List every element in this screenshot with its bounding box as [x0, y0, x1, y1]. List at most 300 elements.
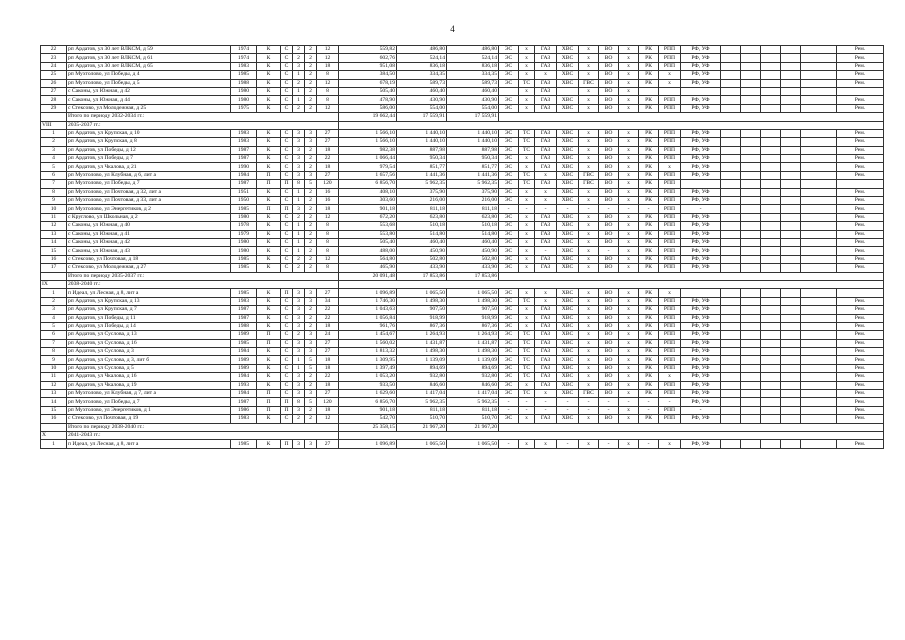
cell-u8: РК	[639, 356, 659, 364]
cell-roof: С	[281, 171, 293, 179]
cell-address: рп Мухтолово, ул Энергетиков, д 1	[67, 406, 231, 414]
cell-sum: 811,18	[447, 205, 499, 213]
cell-note: Рем.	[837, 314, 884, 322]
cell-u7: х	[619, 197, 639, 205]
cell-empty	[741, 306, 761, 314]
cell-u4: ХВС	[557, 129, 579, 137]
table-row	[41, 163, 884, 171]
cell-u5: ГВС	[579, 171, 599, 179]
cell-empty	[801, 398, 837, 406]
cell-note: Рем.	[837, 188, 884, 196]
cell-u10: РФ, УФ	[681, 188, 721, 196]
cell-empty	[801, 62, 837, 70]
cell-u4: ХВС	[557, 138, 579, 146]
cell-apt: 27	[317, 348, 339, 356]
cell-cost: 510,70	[397, 415, 447, 423]
cell-u9: РПП	[659, 406, 681, 414]
cell-u9: х	[659, 373, 681, 381]
cell-n: 9	[41, 197, 67, 205]
cell-u11	[721, 188, 741, 196]
cell-u3: ГАЗ	[535, 364, 557, 372]
cell-u2: х	[519, 306, 535, 314]
cell-wall: К	[257, 197, 281, 205]
cell-empty	[801, 71, 837, 79]
cell-roof: С	[281, 62, 293, 70]
table-row	[41, 255, 884, 263]
cell-u2: х	[519, 104, 535, 112]
cell-empty	[781, 364, 801, 372]
cell-area: 1 053,20	[339, 373, 397, 381]
cell-cost: 433,90	[397, 264, 447, 272]
cell-u9: РПП	[659, 314, 681, 322]
cell-empty	[761, 297, 781, 305]
total-area: 19 662,44	[339, 113, 397, 121]
cell-wall: К	[257, 306, 281, 314]
cell-u6: ВО	[599, 222, 619, 230]
cell-u6: ВО	[599, 104, 619, 112]
cell-u4: ХВС	[557, 390, 579, 398]
cell-address: рп Ардатов, ул Крупская, д 7	[67, 306, 231, 314]
cell-u10: РФ, УФ	[681, 71, 721, 79]
cell-u3: х	[535, 289, 557, 297]
cell-area: 586,00	[339, 104, 397, 112]
cell-roof: П	[281, 398, 293, 406]
cell-note: Рем.	[837, 238, 884, 246]
cell-u6: ВО	[599, 62, 619, 70]
table-row	[41, 247, 884, 255]
cell-n: 13	[41, 230, 67, 238]
cell-empty	[499, 113, 884, 121]
cell-f: 3	[293, 138, 305, 146]
cell-note: Рем.	[837, 197, 884, 205]
cell-u11	[721, 348, 741, 356]
cell-e: 2	[305, 104, 317, 112]
cell-empty	[761, 406, 781, 414]
cell-apt: 12	[317, 79, 339, 87]
cell-empty	[801, 46, 837, 54]
cell-empty	[741, 155, 761, 163]
cell-sum: 907,50	[447, 306, 499, 314]
cell-f: 3	[293, 129, 305, 137]
cell-u7: х	[619, 306, 639, 314]
cell-apt: 18	[317, 205, 339, 213]
cell-e: 2	[305, 255, 317, 263]
cell-u9: РПП	[659, 104, 681, 112]
cell-u6: ВО	[599, 180, 619, 188]
cell-u2: -	[519, 205, 535, 213]
total-cost: 17 853,86	[397, 272, 447, 280]
cell-apt: 8	[317, 264, 339, 272]
cell-empty	[801, 188, 837, 196]
cell-note: Рем.	[837, 205, 884, 213]
cell-u8: РК	[639, 373, 659, 381]
cell-year: 1989	[231, 331, 257, 339]
cell-e: 2	[305, 205, 317, 213]
cell-u8: РК	[639, 213, 659, 221]
cell-empty	[801, 96, 837, 104]
cell-year: 1950	[231, 197, 257, 205]
table-row	[41, 238, 884, 246]
cell-empty	[741, 163, 761, 171]
cell-u7: х	[619, 171, 639, 179]
cell-u6: ВО	[599, 339, 619, 347]
cell-u6: ВО	[599, 71, 619, 79]
total-area: 25 358,15	[339, 423, 397, 431]
cell-f: 3	[293, 205, 305, 213]
cell-u9: РПП	[659, 96, 681, 104]
cell-f: 3	[293, 348, 305, 356]
cell-sum: 460,40	[447, 238, 499, 246]
cell-u10: РФ, УФ	[681, 339, 721, 347]
cell-u6: -	[599, 398, 619, 406]
cell-empty	[761, 96, 781, 104]
cell-u2: ТС	[519, 79, 535, 87]
cell-area: 6 856,70	[339, 180, 397, 188]
cell-e: 2	[305, 373, 317, 381]
cell-u4: -	[557, 398, 579, 406]
cell-u8: РК	[639, 188, 659, 196]
cell-apt: 18	[317, 146, 339, 154]
cell-u5: х	[579, 138, 599, 146]
cell-wall: К	[257, 238, 281, 246]
cell-note: Рем.	[837, 364, 884, 372]
cell-u5: х	[579, 87, 599, 95]
cell-empty	[741, 348, 761, 356]
table-row	[41, 146, 884, 154]
cell-empty	[801, 171, 837, 179]
cell-f: 2	[293, 255, 305, 263]
cell-u3: ГАЗ	[535, 255, 557, 263]
cell-u8	[639, 87, 659, 95]
cell-empty	[741, 247, 761, 255]
cell-address: рп Ардатов, ул 30 лет ВЛКСМ, д 61	[67, 54, 231, 62]
cell-apt: 12	[317, 54, 339, 62]
cell-u5: х	[579, 247, 599, 255]
cell-address: рп Ардатов, ул Победы, д 14	[67, 322, 231, 330]
cell-cost: 460,40	[397, 87, 447, 95]
cell-area: 505,40	[339, 87, 397, 95]
cell-address: рп Мухтолово, ул Клубная, д 7, лит а	[67, 390, 231, 398]
cell-u8: -	[639, 205, 659, 213]
table-row	[41, 62, 884, 70]
cell-u8: РК	[639, 171, 659, 179]
cell-u10: РФ, УФ	[681, 197, 721, 205]
cell-u6: ВО	[599, 373, 619, 381]
capital-repair-table	[40, 45, 884, 449]
cell-area: 553,68	[339, 222, 397, 230]
cell-u1: ЭС	[499, 297, 519, 305]
cell-u10: РФ, УФ	[681, 364, 721, 372]
cell-u2: -	[519, 398, 535, 406]
cell-sum: 1 498,30	[447, 348, 499, 356]
cell-u9: РПП	[659, 255, 681, 263]
cell-apt: 16	[317, 188, 339, 196]
cell-empty	[741, 129, 761, 137]
cell-u1: ЭС	[499, 62, 519, 70]
cell-u8: РК	[639, 104, 659, 112]
cell-wall: К	[257, 104, 281, 112]
cell-wall: К	[257, 62, 281, 70]
cell-year: 1983	[231, 62, 257, 70]
cell-empty	[761, 306, 781, 314]
cell-note: Рем.	[837, 356, 884, 364]
table-row	[41, 87, 884, 95]
cell-empty	[781, 163, 801, 171]
cell-empty	[781, 314, 801, 322]
cell-u7: х	[619, 373, 639, 381]
cell-u2: х	[519, 46, 535, 54]
cell-apt: 12	[317, 415, 339, 423]
cell-empty	[761, 46, 781, 54]
cell-empty	[801, 155, 837, 163]
cell-empty	[761, 381, 781, 389]
cell-u1: ЭС	[499, 222, 519, 230]
cell-u7: х	[619, 406, 639, 414]
cell-u3: ГАЗ	[535, 222, 557, 230]
cell-apt: 27	[317, 171, 339, 179]
cell-cost: 5 962,35	[397, 180, 447, 188]
cell-address: рп Мухтолово, ул Почтовая, д 32, лит а	[67, 188, 231, 196]
cell-sum: 1 440,10	[447, 138, 499, 146]
cell-empty	[761, 146, 781, 154]
cell-empty	[741, 222, 761, 230]
cell-u5: -	[579, 406, 599, 414]
cell-empty	[781, 188, 801, 196]
cell-u4: ХВС	[557, 255, 579, 263]
cell-u8: РК	[639, 314, 659, 322]
cell-u3: ГАЗ	[535, 79, 557, 87]
cell-cost: 1 441,36	[397, 171, 447, 179]
cell-area: 982,38	[339, 146, 397, 154]
section-label: 2038-2040 гг.:	[67, 280, 339, 288]
cell-empty	[761, 356, 781, 364]
cell-wall: К	[257, 188, 281, 196]
cell-u4: ХВС	[557, 155, 579, 163]
cell-u8: РК	[639, 322, 659, 330]
total-label: Итого по периоду 2032-2034 гг.:	[67, 113, 339, 121]
cell-u4: ХВС	[557, 322, 579, 330]
cell-u2: ТС	[519, 348, 535, 356]
cell-sum: 867,36	[447, 322, 499, 330]
cell-u5: х	[579, 104, 599, 112]
cell-u2: х	[519, 314, 535, 322]
cell-year: 1983	[231, 138, 257, 146]
cell-area: 465,90	[339, 264, 397, 272]
cell-roof: С	[281, 356, 293, 364]
cell-year: 1987	[231, 398, 257, 406]
cell-note: Рем.	[837, 163, 884, 171]
cell-u11	[721, 322, 741, 330]
cell-cost: 514,80	[397, 230, 447, 238]
cell-n: 6	[41, 171, 67, 179]
cell-year: 1980	[231, 87, 257, 95]
cell-apt: 12	[317, 255, 339, 263]
table-row	[41, 171, 884, 179]
cell-apt: 27	[317, 390, 339, 398]
cell-sum: 554,00	[447, 104, 499, 112]
cell-empty	[801, 356, 837, 364]
cell-sum: 1 441,36	[447, 171, 499, 179]
cell-sum: 1 498,30	[447, 297, 499, 305]
cell-u9: РПП	[659, 415, 681, 423]
cell-u1: -	[499, 406, 519, 414]
cell-empty	[801, 230, 837, 238]
cell-u9: РПП	[659, 348, 681, 356]
cell-n: 17	[41, 264, 67, 272]
cell-u3: -	[535, 205, 557, 213]
cell-u6: -	[599, 247, 619, 255]
cell-u5: ГВС	[579, 79, 599, 87]
cell-year: 1984	[231, 348, 257, 356]
table-row	[41, 289, 884, 297]
cell-empty	[781, 339, 801, 347]
cell-empty	[801, 314, 837, 322]
cell-empty	[741, 398, 761, 406]
total-sum: 21 967,20	[447, 423, 499, 431]
cell-wall: К	[257, 373, 281, 381]
cell-u7: х	[619, 104, 639, 112]
cell-u2: ТС	[519, 297, 535, 305]
cell-u3: ГАЗ	[535, 46, 557, 54]
cell-u9	[659, 87, 681, 95]
cell-u8: РК	[639, 146, 659, 154]
cell-u8: -	[639, 398, 659, 406]
cell-empty	[499, 272, 884, 280]
cell-u5: х	[579, 339, 599, 347]
cell-u4: ХВС	[557, 230, 579, 238]
cell-empty	[741, 188, 761, 196]
cell-note: Рем.	[837, 79, 884, 87]
cell-u3: ГАЗ	[535, 163, 557, 171]
cell-u11	[721, 46, 741, 54]
cell-cost: 1 139,09	[397, 356, 447, 364]
cell-f: 8	[293, 180, 305, 188]
cell-u3: ГАЗ	[535, 322, 557, 330]
cell-area: 559,82	[339, 46, 397, 54]
cell-u8: РК	[639, 62, 659, 70]
table-row	[41, 264, 884, 272]
cell-wall: К	[257, 348, 281, 356]
cell-u8: РК	[639, 339, 659, 347]
cell-note: Рем.	[837, 213, 884, 221]
cell-cost: 1 264,93	[397, 331, 447, 339]
cell-empty	[741, 322, 761, 330]
cell-apt: 27	[317, 138, 339, 146]
cell-u4: ХВС	[557, 180, 579, 188]
cell-cost: 918,99	[397, 314, 447, 322]
cell-empty	[781, 96, 801, 104]
cell-u2: х	[519, 230, 535, 238]
cell-f: 1	[293, 96, 305, 104]
cell-u2: х	[519, 238, 535, 246]
cell-apt: 120	[317, 398, 339, 406]
cell-u1: -	[499, 398, 519, 406]
cell-address: рп Ардатов, ул 30 лет ВЛКСМ, д 65	[67, 62, 231, 70]
cell-empty	[741, 171, 761, 179]
cell-u11	[721, 163, 741, 171]
cell-empty	[741, 255, 761, 263]
cell-u1: ЭС	[499, 54, 519, 62]
cell-area: 951,08	[339, 62, 397, 70]
cell-u11	[721, 390, 741, 398]
cell-u9: РПП	[659, 222, 681, 230]
table-row	[41, 180, 884, 188]
cell-u11	[721, 440, 741, 448]
cell-f: 3	[293, 373, 305, 381]
cell-sum: 524,14	[447, 54, 499, 62]
cell-u3: ГАЗ	[535, 230, 557, 238]
cell-empty	[741, 230, 761, 238]
cell-empty	[801, 146, 837, 154]
cell-u3: х	[535, 390, 557, 398]
cell-cost: 851,77	[397, 163, 447, 171]
cell-f: 2	[293, 264, 305, 272]
cell-empty	[741, 364, 761, 372]
cell-empty	[741, 205, 761, 213]
cell-empty	[339, 431, 884, 439]
cell-sum: 589,73	[447, 79, 499, 87]
section-row	[41, 121, 884, 129]
section-label: 2041-2043 гг.:	[67, 431, 339, 439]
cell-u1	[499, 87, 519, 95]
cell-u11	[721, 356, 741, 364]
cell-empty	[761, 238, 781, 246]
cell-u10: РФ, УФ	[681, 46, 721, 54]
cell-u2: ТС	[519, 364, 535, 372]
cell-year: 1990	[231, 163, 257, 171]
cell-sum: 1 139,09	[447, 356, 499, 364]
cell-u1: ЭС	[499, 155, 519, 163]
cell-n: 2	[41, 297, 67, 305]
cell-u10: РФ, УФ	[681, 356, 721, 364]
cell-u4: -	[557, 406, 579, 414]
cell-apt: 18	[317, 322, 339, 330]
cell-sum: 1 065,50	[447, 289, 499, 297]
cell-e: 2	[305, 381, 317, 389]
cell-empty	[761, 314, 781, 322]
cell-e: 5	[305, 356, 317, 364]
cell-u2: х	[519, 188, 535, 196]
cell-empty	[761, 390, 781, 398]
cell-roof: С	[281, 381, 293, 389]
cell-e: 2	[305, 314, 317, 322]
cell-roof: С	[281, 230, 293, 238]
cell-empty	[801, 163, 837, 171]
cell-note: Рем.	[837, 440, 884, 448]
cell-empty	[781, 129, 801, 137]
cell-year: 1985	[231, 264, 257, 272]
cell-u10: РФ, УФ	[681, 381, 721, 389]
table-row	[41, 306, 884, 314]
cell-u6: ВО	[599, 264, 619, 272]
cell-u10: РФ, УФ	[681, 373, 721, 381]
cell-area: 384,50	[339, 71, 397, 79]
cell-n: 10	[41, 205, 67, 213]
cell-empty	[761, 440, 781, 448]
cell-wall: К	[257, 289, 281, 297]
cell-u11	[721, 222, 741, 230]
cell-empty	[781, 238, 801, 246]
cell-sum: 510,70	[447, 415, 499, 423]
cell-empty	[761, 155, 781, 163]
cell-u5: х	[579, 146, 599, 154]
cell-f: 3	[293, 297, 305, 305]
cell-f: 2	[293, 46, 305, 54]
cell-note: Рем.	[837, 96, 884, 104]
cell-empty	[761, 213, 781, 221]
table-row	[41, 381, 884, 389]
cell-year: 1979	[231, 230, 257, 238]
